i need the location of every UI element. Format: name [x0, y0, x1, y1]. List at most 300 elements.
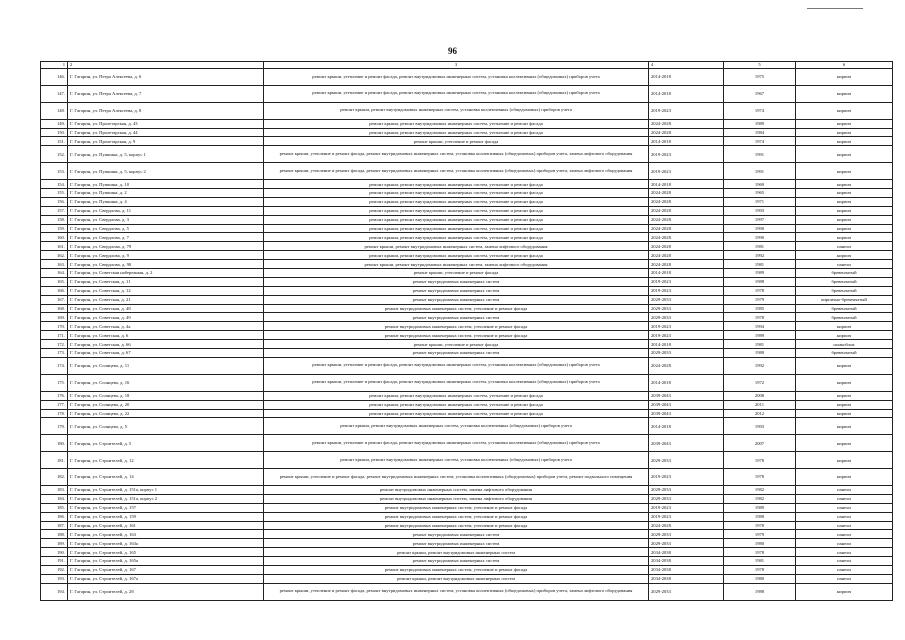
- address-cell: Г. Гагарин, ул. Солнцева, д. 22: [68, 409, 264, 418]
- row-number: 182.: [41, 469, 68, 486]
- period-cell: 2019-2023: [649, 286, 724, 295]
- period-cell: 2024-2028: [649, 189, 724, 198]
- address-cell: Г. Гагарин, ул. Советская, д. 48: [68, 304, 264, 313]
- row-number: 184.: [41, 494, 68, 503]
- year-cell: 1978: [724, 286, 796, 295]
- row-number: 189.: [41, 539, 68, 548]
- table-row: [41, 548, 893, 557]
- address-cell: Г. Гагарин, ул. Петра Алексеева, д. 6: [68, 69, 264, 86]
- row-number: 147.: [41, 85, 68, 102]
- table-row: [41, 452, 893, 469]
- material-cell: панели: [796, 242, 893, 251]
- works-cell: ремонт крыши, ремонт внутридомовых инженерных систем, утепление и ремонт фасада: [264, 119, 649, 128]
- address-cell: Г. Гагарин, ул. Строителей, д. 163: [68, 530, 264, 539]
- row-number: 151.: [41, 137, 68, 146]
- period-cell: 2034-2038: [649, 565, 724, 574]
- period-cell: 2019-2023: [649, 146, 724, 163]
- row-number: 169.: [41, 313, 68, 322]
- row-number: 165.: [41, 277, 68, 286]
- address-cell: Г. Гагарин, ул. Свердлова, д. 5: [68, 224, 264, 233]
- material-cell: кирпич: [796, 69, 893, 86]
- row-number: 161.: [41, 242, 68, 251]
- material-cell: бревенчатый: [796, 269, 893, 278]
- row-number: 172.: [41, 340, 68, 349]
- works-cell: ремонт крыши, утепление и ремонт фасада, ремонт внутридомовых инженерных систем, установка коллективных (общедомовых) приборов учета: [264, 85, 649, 102]
- works-cell: ремонт крыши, утепление и ремонт фасада, ремонт внутридомовых инженерных систем, установка коллективных (общедомовых) приборов учета, замена лифтового оборудования: [264, 583, 649, 600]
- address-cell: Г. Гагарин, ул. Солнцева, д. 20: [68, 400, 264, 409]
- address-cell: Г. Гагарин, ул. Строителей, д. 5: [68, 435, 264, 452]
- header-cell: 6: [796, 62, 893, 69]
- material-cell: панели: [796, 548, 893, 557]
- material-cell: панели: [796, 485, 893, 494]
- table-row: [41, 295, 893, 304]
- address-cell: Г. Гагарин, ул. Петра Алексеева, д. 7: [68, 85, 264, 102]
- year-cell: 1980: [724, 539, 796, 548]
- table-row: [41, 197, 893, 206]
- table-row: [41, 304, 893, 313]
- period-cell: 2019-2023: [649, 322, 724, 331]
- material-cell: панели: [796, 512, 893, 521]
- row-number: 178.: [41, 409, 68, 418]
- material-cell: кирпич: [796, 331, 893, 340]
- table-row: [41, 85, 893, 102]
- year-cell: 1988: [724, 277, 796, 286]
- table-row: [41, 503, 893, 512]
- material-cell: панели: [796, 530, 893, 539]
- address-cell: Г. Гагарин, ул. Строителей, д. 151а, корпус 1: [68, 485, 264, 494]
- material-cell: кирпич: [796, 189, 893, 198]
- works-cell: ремонт крыши, ремонт внутридомовых инженерных систем, утепление и ремонт фасада: [264, 391, 649, 400]
- year-cell: 1978: [724, 548, 796, 557]
- address-cell: Г. Гагарин, ул. Советская, д. 4а: [68, 322, 264, 331]
- period-cell: 2029-2033: [649, 349, 724, 358]
- material-cell: панели: [796, 260, 893, 269]
- address-cell: Г. Гагарин, ул. Солнцева, д. 5: [68, 418, 264, 435]
- works-cell: ремонт крыши, ремонт внутридомовых инженерных систем, утепление и ремонт фасада: [264, 251, 649, 260]
- table-row: [41, 485, 893, 494]
- works-cell: ремонт внутридомовых инженерных систем: [264, 295, 649, 304]
- address-cell: Г. Гагарин, ул. Строителей, д. 167а: [68, 574, 264, 583]
- address-cell: Г. Гагарин, ул. Пушкина, д. 4: [68, 197, 264, 206]
- works-cell: ремонт внутридомовых инженерных систем: [264, 313, 649, 322]
- period-cell: 2039-2043: [649, 391, 724, 400]
- year-cell: 1979: [724, 295, 796, 304]
- table-row: [41, 69, 893, 86]
- year-cell: 1979: [724, 530, 796, 539]
- row-number: 158.: [41, 215, 68, 224]
- period-cell: 2039-2043: [649, 400, 724, 409]
- table-row: [41, 128, 893, 137]
- works-cell: ремонт крыши, утепление и ремонт фасада, ремонт внутридомовых инженерных систем, установка коллективных (общедомовых) приборов учета: [264, 374, 649, 391]
- year-cell: 1990: [724, 233, 796, 242]
- works-table: [40, 61, 893, 601]
- period-cell: 2024-2028: [649, 197, 724, 206]
- corner-mark: [807, 8, 863, 9]
- material-cell: кирпич: [796, 391, 893, 400]
- period-cell: 2019-2023: [649, 469, 724, 486]
- table-row: [41, 224, 893, 233]
- works-cell: ремонт крыши, утепление и ремонт фасада, ремонт внутридомовых инженерных систем, установка коллективных (общедомовых) приборов учета, ремонт подвального помещения: [264, 469, 649, 486]
- material-cell: бревенчатый: [796, 304, 893, 313]
- period-cell: 2029-2033: [649, 304, 724, 313]
- table-row: [41, 269, 893, 278]
- period-cell: 2024-2028: [649, 521, 724, 530]
- works-cell: ремонт внутридомовых инженерных систем, утепление и ремонт фасада: [264, 322, 649, 331]
- address-cell: Г. Гагарин, ул. Свердлова, д. 9: [68, 251, 264, 260]
- header-cell: 2: [68, 62, 264, 69]
- address-cell: Г. Гагарин, ул. Советская, д. 11: [68, 277, 264, 286]
- year-cell: 1984: [724, 128, 796, 137]
- works-cell: ремонт внутридомовых инженерных систем, утепление и ремонт фасада: [264, 331, 649, 340]
- works-cell: ремонт внутридомовых инженерных систем: [264, 349, 649, 358]
- row-number: 191.: [41, 557, 68, 566]
- works-cell: ремонт крыши, ремонт внутридомовых инженерных систем, установка коллективных (общедомовых) приборов учета: [264, 452, 649, 469]
- table-row: [41, 357, 893, 374]
- row-number: 160.: [41, 233, 68, 242]
- year-cell: 1989: [724, 119, 796, 128]
- table-row: [41, 391, 893, 400]
- period-cell: 2019-2023: [649, 102, 724, 119]
- material-cell: панели: [796, 574, 893, 583]
- year-cell: 1997: [724, 215, 796, 224]
- material-cell: кирпич: [796, 197, 893, 206]
- row-number: 177.: [41, 400, 68, 409]
- works-cell: ремонт внутридомовых инженерных систем, замена лифтового оборудования: [264, 485, 649, 494]
- works-cell: ремонт внутридомовых инженерных систем, утепление и ремонт фасада: [264, 503, 649, 512]
- table-row: [41, 313, 893, 322]
- row-number: 192.: [41, 565, 68, 574]
- address-cell: Г. Гагарин, ул. Строителей, д. 159: [68, 512, 264, 521]
- period-cell: 2014-2018: [649, 180, 724, 189]
- period-cell: 2034-2038: [649, 548, 724, 557]
- row-number: 185.: [41, 503, 68, 512]
- material-cell: панели: [796, 539, 893, 548]
- year-cell: 1982: [724, 485, 796, 494]
- year-cell: 2008: [724, 391, 796, 400]
- period-cell: 2014-2018: [649, 137, 724, 146]
- address-cell: Г. Гагарин, ул. Строителей, д. 28: [68, 583, 264, 600]
- row-number: 170.: [41, 322, 68, 331]
- material-cell: кирпич: [796, 102, 893, 119]
- address-cell: Г. Гагарин, ул. Свердлова, д. 90: [68, 260, 264, 269]
- year-cell: 1989: [724, 269, 796, 278]
- table-row: [41, 574, 893, 583]
- works-cell: ремонт крыши, ремонт внутридомовых инженерных систем, утепление и ремонт фасада: [264, 215, 649, 224]
- table-row: [41, 565, 893, 574]
- year-cell: 1981: [724, 260, 796, 269]
- works-cell: ремонт крыши, ремонт внутридомовых инженерных систем, утепление и ремонт фасада: [264, 180, 649, 189]
- period-cell: 2029-2033: [649, 485, 724, 494]
- row-number: 168.: [41, 304, 68, 313]
- material-cell: кирпич: [796, 357, 893, 374]
- table-row: [41, 494, 893, 503]
- row-number: 153.: [41, 163, 68, 180]
- year-cell: 1988: [724, 512, 796, 521]
- table-row: [41, 277, 893, 286]
- year-cell: 1992: [724, 357, 796, 374]
- period-cell: 2014-2018: [649, 269, 724, 278]
- year-cell: 1978: [724, 452, 796, 469]
- material-cell: кирпич: [796, 128, 893, 137]
- year-cell: 1981: [724, 242, 796, 251]
- row-number: 157.: [41, 206, 68, 215]
- material-cell: кирпич: [796, 146, 893, 163]
- period-cell: 2039-2043: [649, 409, 724, 418]
- address-cell: Г. Гагарин, ул. Советская набережная, д. 2: [68, 269, 264, 278]
- year-cell: 1982: [724, 494, 796, 503]
- period-cell: 2039-2043: [649, 435, 724, 452]
- period-cell: 2024-2028: [649, 357, 724, 374]
- row-number: 179.: [41, 418, 68, 435]
- works-cell: ремонт внутридомовых инженерных систем: [264, 277, 649, 286]
- works-cell: ремонт крыши, ремонт внутридомовых инженерных систем, утепление и ремонт фасада: [264, 206, 649, 215]
- address-cell: Г. Гагарин, ул. Строителей, д. 165: [68, 548, 264, 557]
- year-cell: 1969: [724, 180, 796, 189]
- period-cell: 2024-2028: [649, 119, 724, 128]
- table-row: [41, 374, 893, 391]
- table-row: [41, 512, 893, 521]
- address-cell: Г. Гагарин, ул. Свердлова, д. 7: [68, 233, 264, 242]
- year-cell: 1972: [724, 374, 796, 391]
- year-cell: 2011: [724, 400, 796, 409]
- material-cell: кирпич: [796, 206, 893, 215]
- header-cell: 1: [41, 62, 68, 69]
- table-row: [41, 331, 893, 340]
- address-cell: Г. Гагарин, ул. Советская, д. 67: [68, 349, 264, 358]
- table-row: [41, 435, 893, 452]
- row-number: 150.: [41, 128, 68, 137]
- material-cell: кирпич: [796, 435, 893, 452]
- material-cell: кирпич: [796, 374, 893, 391]
- material-cell: бревенчатый: [796, 349, 893, 358]
- row-number: 190.: [41, 548, 68, 557]
- material-cell: шлакоблок: [796, 340, 893, 349]
- year-cell: 1980: [724, 574, 796, 583]
- works-cell: ремонт крыши, ремонт внутридомовых инженерных систем, утепление и ремонт фасада: [264, 233, 649, 242]
- works-cell: ремонт внутридомовых инженерных систем, замена лифтового оборудования: [264, 494, 649, 503]
- table-row: [41, 539, 893, 548]
- row-number: 159.: [41, 224, 68, 233]
- works-cell: ремонт крыши, ремонт внутридомовых инженерных систем, утепление и ремонт фасада: [264, 197, 649, 206]
- material-cell: панели: [796, 521, 893, 530]
- row-number: 163.: [41, 260, 68, 269]
- year-cell: 1989: [724, 503, 796, 512]
- period-cell: 2019-2023: [649, 331, 724, 340]
- period-cell: 2029-2033: [649, 295, 724, 304]
- row-number: 154.: [41, 180, 68, 189]
- material-cell: кирпич: [796, 215, 893, 224]
- works-cell: ремонт крыши, утепление и ремонт фасада: [264, 269, 649, 278]
- year-cell: 2007: [724, 435, 796, 452]
- address-cell: Г. Гагарин, ул. Петра Алексеева, д. 8: [68, 102, 264, 119]
- material-cell: кирпич: [796, 322, 893, 331]
- row-number: 173.: [41, 349, 68, 358]
- material-cell: кирпич: [796, 119, 893, 128]
- year-cell: 1992: [724, 251, 796, 260]
- header-cell: 4: [649, 62, 724, 69]
- address-cell: Г. Гагарин, ул. Строителей, д. 14: [68, 469, 264, 486]
- table-row: [41, 206, 893, 215]
- works-cell: ремонт внутридомовых инженерных систем: [264, 557, 649, 566]
- period-cell: 2029-2033: [649, 539, 724, 548]
- period-cell: 2014-2018: [649, 374, 724, 391]
- period-cell: 2024-2028: [649, 242, 724, 251]
- period-cell: 2019-2023: [649, 163, 724, 180]
- row-number: 156.: [41, 197, 68, 206]
- works-cell: ремонт крыши, утепление и ремонт фасада, ремонт внутридомовых инженерных систем, установка коллективных (общедомовых) приборов учета, замена лифтового оборудования: [264, 163, 649, 180]
- year-cell: 1978: [724, 313, 796, 322]
- table-row: [41, 242, 893, 251]
- works-cell: ремонт крыши, утепление и ремонт фасада: [264, 137, 649, 146]
- row-number: 175.: [41, 374, 68, 391]
- period-cell: 2024-2028: [649, 224, 724, 233]
- period-cell: 2034-2038: [649, 557, 724, 566]
- works-cell: ремонт крыши, утепление и ремонт фасада, ремонт внутридомовых инженерных систем, установка коллективных (общедомовых) приборов учета: [264, 69, 649, 86]
- period-cell: 2019-2023: [649, 277, 724, 286]
- table-row: [41, 102, 893, 119]
- table-row: [41, 146, 893, 163]
- table-row: [41, 400, 893, 409]
- period-cell: 2024-2028: [649, 260, 724, 269]
- row-number: 148.: [41, 102, 68, 119]
- period-cell: 2024-2028: [649, 128, 724, 137]
- year-cell: 1993: [724, 418, 796, 435]
- year-cell: 1965: [724, 189, 796, 198]
- period-cell: 2014-2018: [649, 418, 724, 435]
- works-cell: ремонт крыши, ремонт внутридомовых инженерных систем: [264, 548, 649, 557]
- year-cell: 1993: [724, 206, 796, 215]
- row-number: 162.: [41, 251, 68, 260]
- year-cell: 1978: [724, 565, 796, 574]
- works-cell: ремонт внутридомовых инженерных систем, утепление и ремонт фасада: [264, 304, 649, 313]
- year-cell: 1975: [724, 69, 796, 86]
- address-cell: Г. Гагарин, ул. Солнцева, д. 18: [68, 391, 264, 400]
- period-cell: 2014-2018: [649, 340, 724, 349]
- year-cell: 1981: [724, 340, 796, 349]
- year-cell: 1990: [724, 224, 796, 233]
- period-cell: 2014-2018: [649, 85, 724, 102]
- material-cell: кирпич: [796, 85, 893, 102]
- year-cell: 2012: [724, 409, 796, 418]
- address-cell: Г. Гагарин, ул. Пролетарская, д. 44: [68, 128, 264, 137]
- address-cell: Г. Гагарин, ул. Советская, д. 12: [68, 286, 264, 295]
- table-row: [41, 340, 893, 349]
- works-cell: ремонт крыши, ремонт внутридомовых инженерных систем, утепление и ремонт фасада: [264, 400, 649, 409]
- material-cell: кирпич: [796, 233, 893, 242]
- period-cell: 2029-2033: [649, 452, 724, 469]
- row-number: 164.: [41, 269, 68, 278]
- row-number: 174.: [41, 357, 68, 374]
- period-cell: 2024-2028: [649, 233, 724, 242]
- address-cell: Г. Гагарин, ул. Свердлова, д. 11: [68, 206, 264, 215]
- works-cell: ремонт внутридомовых инженерных систем, утепление и ремонт фасада: [264, 565, 649, 574]
- table-row: [41, 322, 893, 331]
- table-row: [41, 286, 893, 295]
- table-row: [41, 469, 893, 486]
- works-cell: ремонт крыши, ремонт внутридомовых инженерных систем: [264, 574, 649, 583]
- works-cell: ремонт крыши, ремонт внутридомовых инженерных систем, замена лифтового оборудования: [264, 260, 649, 269]
- works-cell: ремонт внутридомовых инженерных систем: [264, 539, 649, 548]
- row-number: 181.: [41, 452, 68, 469]
- works-cell: ремонт крыши, утепление и ремонт фасада, ремонт внутридомовых инженерных систем, установка коллективных (общедомовых) приборов учета: [264, 357, 649, 374]
- row-number: 166.: [41, 286, 68, 295]
- year-cell: 1994: [724, 322, 796, 331]
- period-cell: 2019-2023: [649, 503, 724, 512]
- address-cell: Г. Гагарин, ул. Строителей, д. 167: [68, 565, 264, 574]
- address-cell: Г. Гагарин, ул. Пролетарская, д. 43: [68, 119, 264, 128]
- row-number: 183.: [41, 485, 68, 494]
- year-cell: 1991: [724, 163, 796, 180]
- address-cell: Г. Гагарин, ул. Советская, д. 6: [68, 331, 264, 340]
- table-row: [41, 233, 893, 242]
- period-cell: 2029-2033: [649, 583, 724, 600]
- material-cell: панели: [796, 565, 893, 574]
- table-row: [41, 521, 893, 530]
- year-cell: 1967: [724, 85, 796, 102]
- header-row: [41, 62, 893, 69]
- table-row: [41, 557, 893, 566]
- address-cell: Г. Гагарин, ул. Свердлова, д. 3: [68, 215, 264, 224]
- period-cell: 2014-2018: [649, 69, 724, 86]
- table-row: [41, 260, 893, 269]
- year-cell: 1985: [724, 304, 796, 313]
- address-cell: Г. Гагарин, ул. Пушкина, д. 10: [68, 180, 264, 189]
- row-number: 187.: [41, 521, 68, 530]
- year-cell: 1974: [724, 102, 796, 119]
- period-cell: 2024-2028: [649, 215, 724, 224]
- material-cell: панели: [796, 503, 893, 512]
- works-cell: ремонт крыши, ремонт внутридомовых инженерных систем, установка коллективных (общедомовых) приборов учета: [264, 418, 649, 435]
- table-row: [41, 409, 893, 418]
- works-cell: ремонт внутридомовых инженерных систем: [264, 530, 649, 539]
- material-cell: кирпич: [796, 418, 893, 435]
- period-cell: 2019-2023: [649, 512, 724, 521]
- period-cell: 2024-2028: [649, 251, 724, 260]
- table-row: [41, 583, 893, 600]
- period-cell: 2029-2033: [649, 313, 724, 322]
- material-cell: кирпич: [796, 251, 893, 260]
- works-cell: ремонт крыши, утепление и ремонт фасада, ремонт внутридомовых инженерных систем, установка коллективных (общедомовых) приборов учета, замена лифтового оборудования: [264, 146, 649, 163]
- address-cell: Г. Гагарин, ул. Строителей, д. 157: [68, 503, 264, 512]
- works-cell: ремонт крыши, ремонт внутридомовых инженерных систем, установка коллективных (общедомовых) приборов учета: [264, 102, 649, 119]
- row-number: 176.: [41, 391, 68, 400]
- year-cell: 1981: [724, 557, 796, 566]
- address-cell: Г. Гагарин, ул. Строителей, д. 163а: [68, 539, 264, 548]
- row-number: 167.: [41, 295, 68, 304]
- year-cell: 1991: [724, 146, 796, 163]
- address-cell: Г. Гагарин, ул. Строителей, д. 165а: [68, 557, 264, 566]
- period-cell: 2029-2033: [649, 530, 724, 539]
- table-row: [41, 418, 893, 435]
- works-cell: ремонт крыши, ремонт внутридомовых инженерных систем, утепление и ремонт фасада: [264, 409, 649, 418]
- table-row: [41, 251, 893, 260]
- year-cell: 1988: [724, 583, 796, 600]
- table-row: [41, 163, 893, 180]
- material-cell: панели: [796, 557, 893, 566]
- material-cell: кирпич: [796, 163, 893, 180]
- year-cell: 1980: [724, 349, 796, 358]
- year-cell: 1989: [724, 331, 796, 340]
- row-number: 193.: [41, 574, 68, 583]
- address-cell: Г. Гагарин, ул. Строителей, д. 151а, корпус 2: [68, 494, 264, 503]
- address-cell: Г. Гагарин, ул. Пушкина, д. 5, корпус 1: [68, 146, 264, 163]
- material-cell: бревенчатый: [796, 313, 893, 322]
- row-number: 171.: [41, 331, 68, 340]
- works-cell: ремонт внутридомовых инженерных систем: [264, 286, 649, 295]
- row-number: 146.: [41, 69, 68, 86]
- year-cell: 1978: [724, 521, 796, 530]
- material-cell: панели: [796, 494, 893, 503]
